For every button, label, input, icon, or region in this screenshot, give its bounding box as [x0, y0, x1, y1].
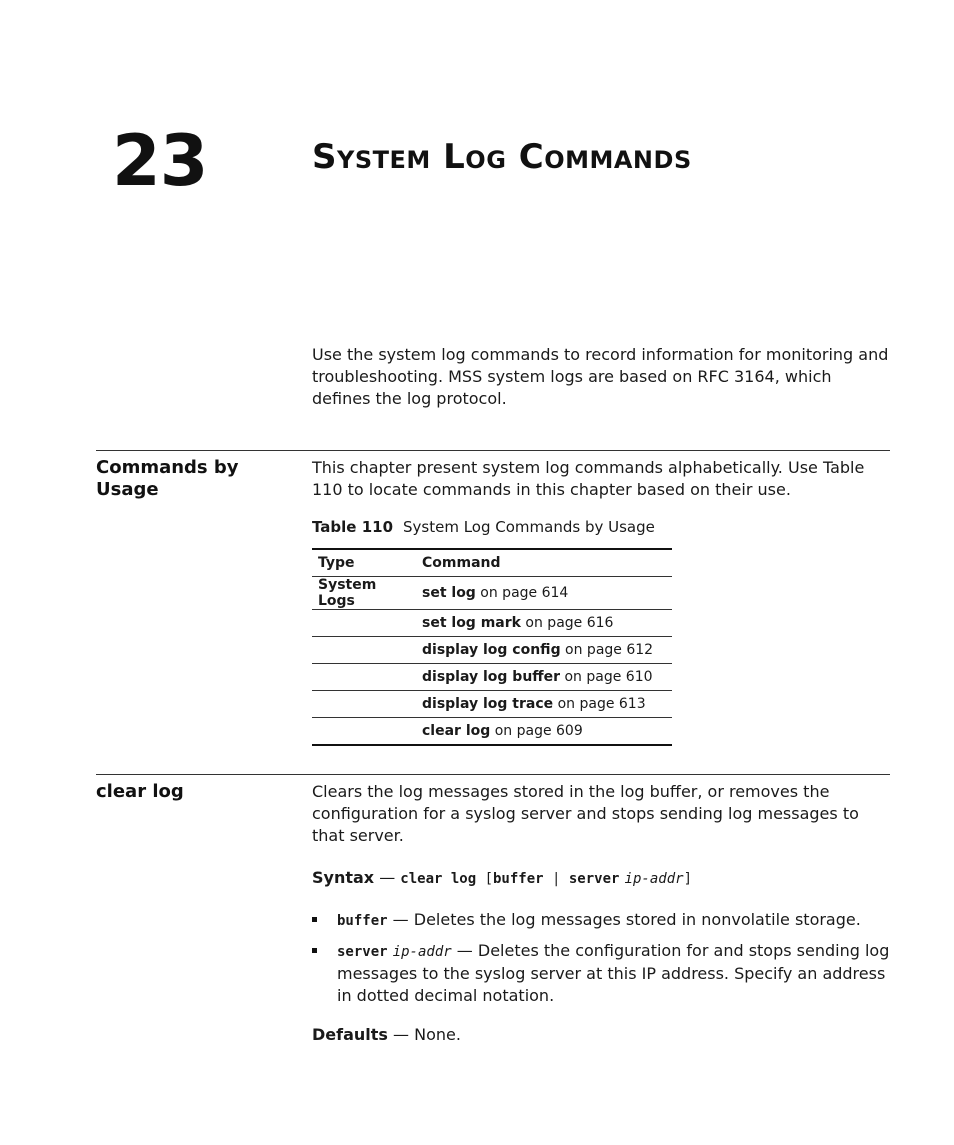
chapter-number: 23 — [112, 120, 208, 202]
page-ref: on page 609 — [494, 723, 583, 739]
defaults-text: — None. — [393, 1025, 461, 1044]
table-row — [312, 691, 672, 718]
row-type — [312, 637, 416, 664]
table-row — [312, 664, 672, 691]
page-ref: on page 610 — [564, 669, 653, 685]
column-header-command: Command — [416, 549, 672, 577]
command-link[interactable]: set log mark — [422, 615, 521, 631]
command-link[interactable]: display log config — [422, 642, 561, 658]
command-link[interactable]: display log buffer — [422, 669, 561, 685]
page-ref: on page 612 — [565, 642, 654, 658]
defaults-label: Defaults — [312, 1025, 388, 1044]
syntax-label: Syntax — [312, 868, 375, 887]
option-keyword: server — [337, 944, 388, 960]
syntax-open-bracket: [ — [476, 871, 493, 887]
syntax-separator: | — [543, 871, 569, 887]
row-command — [416, 664, 672, 691]
command-link[interactable]: display log trace — [422, 696, 554, 712]
intro-paragraph: Use the system log commands to record information for monitoring and troubleshooting. MSS system logs are based on RFC 3164, which defines the log protocol. — [312, 345, 889, 408]
page-ref: on page 614 — [480, 585, 569, 601]
row-command — [416, 637, 672, 664]
row-command — [416, 577, 672, 610]
syntax-argument: ip-addr — [624, 871, 684, 887]
option-item-buffer — [312, 909, 892, 932]
bullet-icon — [312, 917, 317, 922]
chapter-title: System Log Commands — [312, 137, 692, 177]
table-row — [312, 610, 672, 637]
row-command — [416, 610, 672, 637]
table-caption-text: System Log Commands by Usage — [403, 518, 655, 536]
table-caption — [312, 518, 655, 536]
row-type: System Logs — [312, 577, 416, 610]
section-heading-commands-by-usage: Commands by Usage — [96, 457, 239, 500]
row-type — [312, 664, 416, 691]
syntax-option-buffer: buffer — [493, 871, 544, 887]
row-type — [312, 718, 416, 746]
option-item-server — [312, 940, 892, 1007]
option-argument: ip-addr — [392, 944, 452, 960]
syntax-dash: — — [374, 868, 401, 887]
row-type — [312, 610, 416, 637]
page-ref: on page 613 — [557, 696, 646, 712]
row-type — [312, 691, 416, 718]
command-link[interactable]: set log — [422, 585, 476, 601]
syntax-option-server: server — [568, 871, 620, 887]
syntax-line — [312, 867, 892, 890]
clear-log-description: Clears the log messages stored in the log buffer, or removes the configuration for a syslog server and stops sending log messages to that server. — [312, 782, 859, 845]
section-divider — [96, 774, 890, 775]
column-header-type: Type — [312, 549, 416, 577]
syntax-close-bracket: ] — [683, 871, 692, 887]
row-command — [416, 691, 672, 718]
table-header-row — [312, 549, 672, 577]
option-keyword: buffer — [337, 913, 388, 929]
bullet-icon — [312, 948, 317, 953]
syntax-command: clear log — [400, 871, 477, 887]
page-ref: on page 616 — [525, 615, 614, 631]
command-link[interactable]: clear log — [422, 723, 491, 739]
table-row — [312, 637, 672, 664]
option-description: — Deletes the log messages stored in nonvolatile storage. — [392, 910, 861, 929]
option-description: — Deletes the configuration for and stops sending log messages to the syslog server at this IP address. Specify an address in dotted decimal notation. — [337, 941, 890, 1005]
row-command — [416, 718, 672, 746]
section-divider — [96, 450, 890, 451]
table-row — [312, 718, 672, 746]
defaults-line — [312, 1024, 892, 1046]
commands-by-usage-paragraph: This chapter present system log commands alphabetically. Use Table 110 to locate commands in this chapter based on their use. — [312, 458, 865, 499]
usage-table — [312, 548, 672, 746]
section-heading-clear-log: clear log — [96, 781, 184, 802]
table-row — [312, 577, 672, 610]
table-caption-label: Table 110 — [312, 518, 394, 536]
